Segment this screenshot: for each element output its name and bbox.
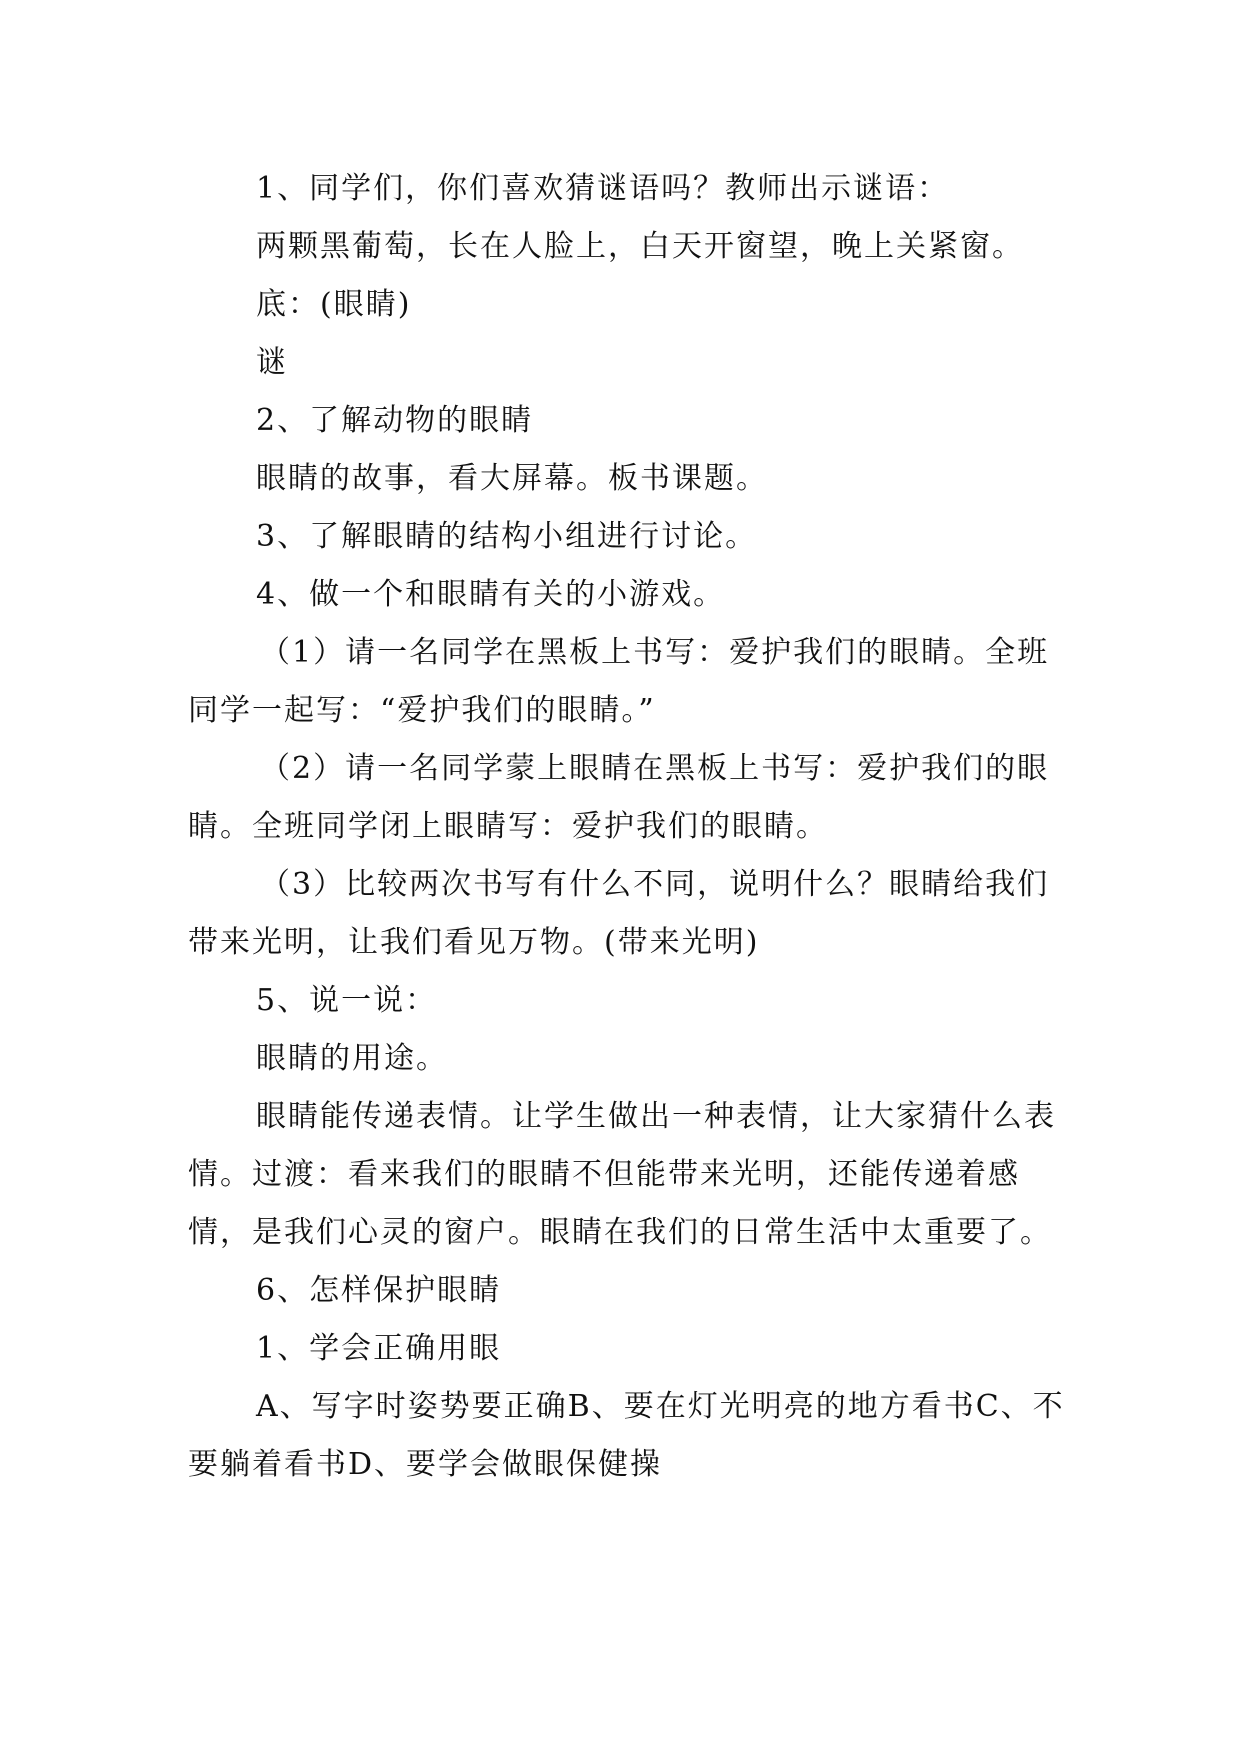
paragraph-riddle-text: 两颗黑葡萄，长在人脸上，白天开窗望，晚上关紧窗。 <box>256 229 1024 264</box>
paragraph-riddle-answer: 底：(眼睛) <box>256 287 412 322</box>
paragraph-riddle-label: 谜 <box>256 345 288 380</box>
document-body <box>188 160 1068 1494</box>
paragraph-step-6: 6、怎样保护眼睛 <box>256 1273 502 1308</box>
paragraph-eye-use: 眼睛的用途。 <box>256 1041 448 1076</box>
paragraph-correct-use: 1、学会正确用眼 <box>256 1331 502 1366</box>
paragraph-game-3: （3）比较两次书写有什么不同，说明什么？眼睛给我们带来光明，让我们看见万物。(带来光明) <box>188 867 1050 960</box>
paragraph-game-2: （2）请一名同学蒙上眼睛在黑板上书写：爱护我们的眼睛。全班同学闭上眼睛写：爱护我们的眼睛。 <box>188 751 1050 844</box>
paragraph-step-4: 4、做一个和眼睛有关的小游戏。 <box>256 577 726 612</box>
paragraph-step-5: 5、说一说： <box>256 983 438 1018</box>
paragraph-game-1: （1）请一名同学在黑板上书写：爱护我们的眼睛。全班同学一起写：“爱护我们的眼睛。” <box>188 635 1050 728</box>
paragraph-expression: 眼睛能传递表情。让学生做出一种表情，让大家猜什么表情。过渡：看来我们的眼睛不但能带来光明，还能传递着感情，是我们心灵的窗户。眼睛在我们的日常生活中太重要了。 <box>188 1099 1056 1250</box>
paragraph-eye-tips: A、写字时姿势要正确B、要在灯光明亮的地方看书C、不要躺着看书D、要学会做眼保健操 <box>188 1389 1065 1482</box>
paragraph-step-2: 2、了解动物的眼睛 <box>256 403 534 438</box>
paragraph-riddle-intro: 1、同学们，你们喜欢猜谜语吗？教师出示谜语： <box>256 171 950 206</box>
paragraph-step-3: 3、了解眼睛的结构小组进行讨论。 <box>256 519 758 554</box>
paragraph-eye-story: 眼睛的故事，看大屏幕。板书课题。 <box>256 461 768 496</box>
